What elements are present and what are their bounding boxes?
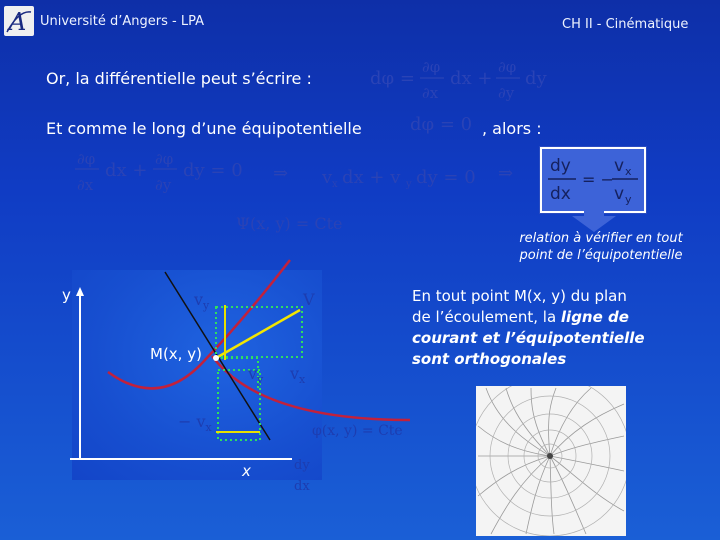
implies-arrow-2: ⇒ <box>498 163 514 184</box>
para-line-2 <box>412 307 712 328</box>
svg-text:dx +: dx + <box>105 160 148 181</box>
para-line-1: En tout point M(x, y) du plan <box>412 287 627 305</box>
svg-text:y: y <box>406 179 412 190</box>
svg-text:∂y: ∂y <box>155 176 172 194</box>
vx-bot-label <box>290 364 305 386</box>
svg-text:v: v <box>322 167 333 188</box>
point-label: M(x, y) <box>150 345 202 363</box>
svg-text:y: y <box>625 193 632 206</box>
y-axis-arrow <box>76 287 84 296</box>
svg-text:∂φ: ∂φ <box>422 60 441 76</box>
svg-text:dy = 0: dy = 0 <box>416 167 476 188</box>
svg-text:A: A <box>9 8 27 36</box>
svg-text:∂φ: ∂φ <box>498 60 517 76</box>
svg-text:∂y: ∂y <box>498 84 515 102</box>
point-m <box>213 355 219 361</box>
x-axis-label: x <box>242 462 251 480</box>
svg-text:dx + v: dx + v <box>342 167 401 188</box>
implies-arrow-1: ⇒ <box>273 163 289 184</box>
para-line-3: courant et l’équipotentielle <box>412 329 645 347</box>
y-axis-label: y <box>62 286 71 304</box>
line2-tail: , alors : <box>482 119 542 138</box>
svg-text:dφ =: dφ = <box>370 68 415 89</box>
svg-text:∂φ: ∂φ <box>155 150 174 168</box>
note-line-1: relation à vérifier en tout <box>519 231 683 246</box>
vy-bot-text: v <box>248 364 258 383</box>
dy-label: dy <box>294 458 310 473</box>
minus-vx-text: − v <box>178 412 206 431</box>
note-line-2: point de l’équipotentielle <box>519 248 683 263</box>
header-right: CH II - Cinématique <box>562 17 689 32</box>
vx-bot-sub: x <box>299 373 306 387</box>
svg-text:v: v <box>614 156 625 176</box>
svg-text:dx: dx <box>550 184 571 204</box>
para-line-4: sont orthogonales <box>412 350 567 368</box>
minus-vx-label <box>178 412 212 434</box>
vy-top-sub: y <box>203 299 210 313</box>
vy-top-label <box>194 290 209 312</box>
svg-text:x: x <box>332 179 338 190</box>
svg-text:∂x: ∂x <box>422 84 439 102</box>
header-left: Université d’Angers - LPA <box>40 14 204 29</box>
v-label: V <box>303 290 315 309</box>
svg-text:∂φ: ∂φ <box>77 150 96 168</box>
vy-bot-label <box>248 364 263 386</box>
para-line-2-a: de l’écoulement, la <box>412 308 561 326</box>
equipotential-curve <box>212 356 410 420</box>
phi-label: φ(x, y) = Cte <box>312 423 403 439</box>
svg-text:v: v <box>614 184 625 204</box>
line1-text: Or, la différentielle peut s’écrire : <box>46 69 312 88</box>
vy-top-text: v <box>194 290 204 309</box>
svg-text:x: x <box>625 165 632 178</box>
svg-text:= −: = − <box>582 170 614 189</box>
para-line-2-b: ligne de <box>560 308 629 326</box>
dx-label: dx <box>294 479 310 494</box>
svg-text:dy: dy <box>525 68 547 89</box>
line2-text: Et comme le long d’une équipotentielle <box>46 119 362 138</box>
vy-bot-sub: y <box>257 373 264 387</box>
psi-label: Ψ(x, y) = Cte <box>236 214 343 233</box>
svg-text:dx +: dx + <box>450 68 493 89</box>
minus-vx-sub: x <box>205 421 212 435</box>
line2-formula: dφ = 0 <box>410 114 473 135</box>
svg-text:∂x: ∂x <box>77 176 94 194</box>
svg-text:dy = 0: dy = 0 <box>183 160 243 181</box>
vx-bot-text: v <box>290 364 300 383</box>
conclusion-paragraph <box>412 286 712 370</box>
field-lines-image <box>476 386 626 536</box>
svg-text:dy: dy <box>550 156 571 176</box>
